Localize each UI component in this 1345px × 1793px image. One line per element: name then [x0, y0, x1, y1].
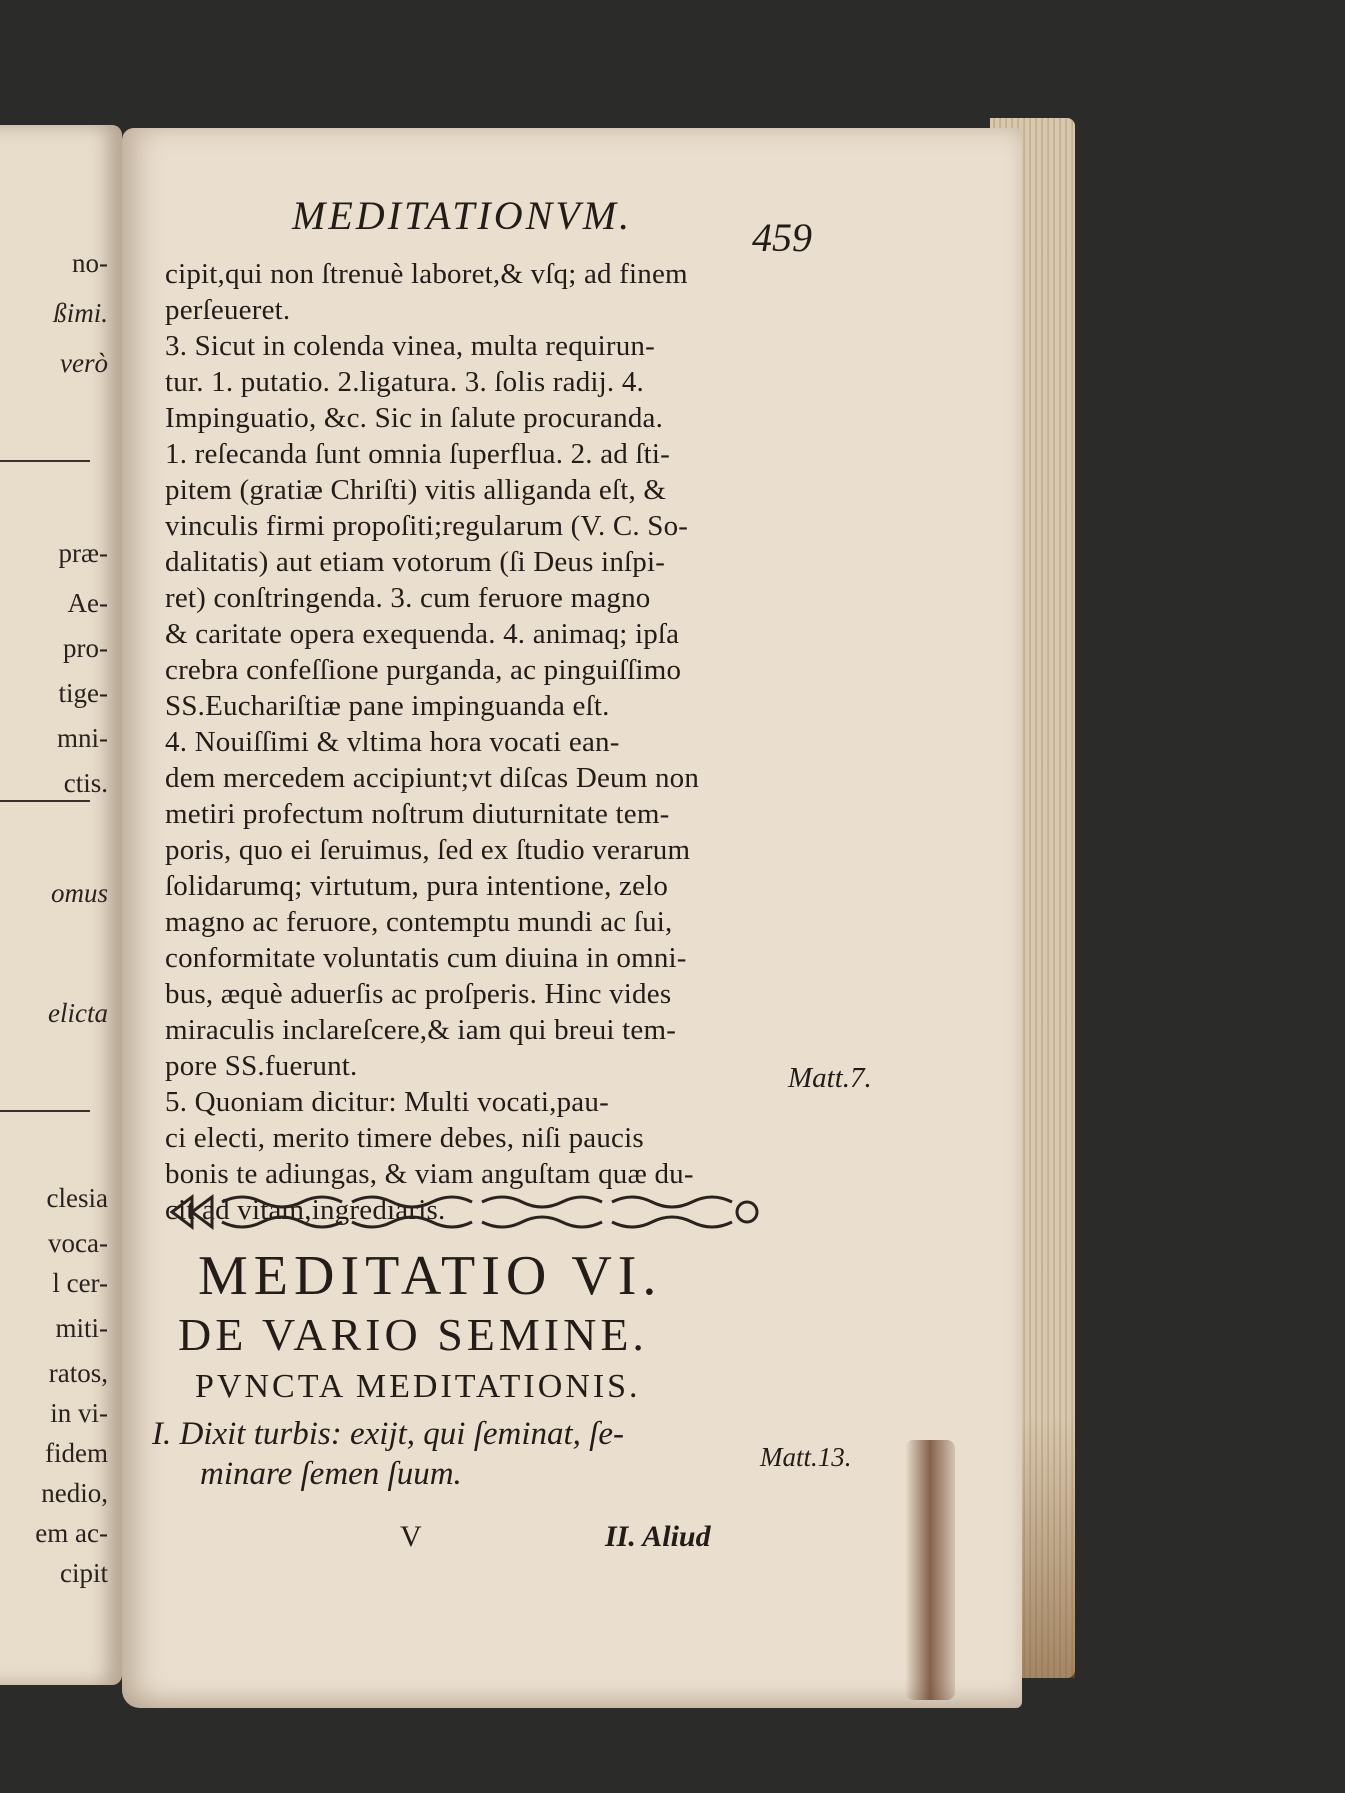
point-line: minare ſemen ſuum. [200, 1456, 462, 1492]
left-page-line: ratos, [48, 1358, 108, 1388]
body-line: & caritate opera exequenda. 4. animaq; ipſa [165, 618, 680, 650]
body-line: poris, quo ei ſeruimus, ſed ex ſtudio verarum [165, 834, 691, 866]
left-page-line: Ae- [67, 588, 108, 618]
body-line: crebra confeſſione purganda, ac pinguiſſimo [165, 654, 682, 686]
left-page-rule [0, 1110, 90, 1112]
left-page-line: in vi- [50, 1398, 108, 1428]
left-page-line: elicta [48, 998, 108, 1028]
catchword: II. Aliud [605, 1520, 711, 1553]
left-page-line: l cer- [52, 1268, 108, 1298]
page-number: 459 [752, 215, 812, 260]
body-line: pitem (gratiæ Chriſti) vitis alliganda eſt, & [165, 474, 667, 506]
body-line: metiri profectum noſtrum diuturnitate tem- [165, 798, 670, 830]
left-page-line: præ- [58, 538, 108, 568]
body-line: ret) conſtringenda. 3. cum feruore magno [165, 582, 651, 614]
signature-mark: V [400, 1520, 422, 1553]
body-line: 3. Sicut in colenda vinea, multa requirun- [165, 330, 655, 362]
left-page-line: pro- [63, 633, 108, 663]
body-line: ci electi, merito timere debes, niſi paucis [165, 1122, 644, 1154]
left-page-line: tige- [58, 678, 108, 708]
left-page-rule [0, 460, 90, 462]
left-page-line: no- [72, 248, 108, 278]
puncta-label: PVNCTA MEDITATIONIS. [195, 1368, 641, 1405]
ornament-band-icon [162, 1192, 762, 1232]
body-line: pore SS.fuerunt. [165, 1050, 358, 1082]
water-stain [905, 1440, 955, 1700]
body-line: bonis te adiungas, & viam anguſtam quæ du- [165, 1158, 694, 1190]
left-page-line: fidem [45, 1438, 108, 1468]
body-line: vinculis firmi propoſiti;regularum (V. C. So- [165, 510, 689, 542]
left-page-line: cipit [60, 1558, 108, 1588]
left-page-line: nedio, [41, 1478, 108, 1508]
body-line: tur. 1. putatio. 2.ligatura. 3. ſolis radij. 4. [165, 366, 644, 398]
left-page-line: omus [50, 878, 108, 908]
body-line: bus, æquè aduerſis ac proſperis. Hinc vides [165, 978, 672, 1010]
body-line: 1. reſecanda ſunt omnia ſuperflua. 2. ad ſti- [165, 438, 671, 470]
left-page-line: voca- [48, 1228, 108, 1258]
section-title: MEDITATIO VI. [198, 1245, 663, 1307]
body-line: magno ac feruore, contemptu mundi ac ſui, [165, 906, 673, 938]
body-line: ſolidarumq; virtutum, pura intentione, zelo [165, 870, 669, 902]
body-line: dem mercedem accipiunt;vt diſcas Deum non [165, 762, 700, 794]
body-line: SS.Euchariſtiæ pane impinguanda eſt. [165, 690, 610, 722]
body-line: Impinguatio, &c. Sic in ſalute procuranda. [165, 402, 664, 434]
running-title: MEDITATIONVM. [292, 193, 633, 238]
body-line: 4. Nouiſſimi & vltima hora vocati ean- [165, 726, 620, 758]
left-page-line: ctis. [63, 768, 108, 798]
body-line: 5. Quoniam dicitur: Multi vocati,pau- [165, 1086, 609, 1118]
body-line: conformitate voluntatis cum diuina in omni- [165, 942, 687, 974]
section-subtitle: DE VARIO SEMINE. [178, 1309, 648, 1360]
point-line: I. Dixit turbis: exijt, qui ſeminat, ſe- [152, 1416, 624, 1452]
margin-reference: Matt.7. [788, 1062, 872, 1094]
body-line: perſeueret. [165, 294, 291, 326]
left-page-line: verò [60, 348, 108, 378]
body-line: dalitatis) aut etiam votorum (ſi Deus inſpi- [165, 546, 666, 578]
left-page-line: mni- [57, 723, 108, 753]
left-page-rule [0, 800, 90, 802]
body-line: cit ad vitam,ingrediaris. [165, 1194, 446, 1226]
left-page-line: miti- [55, 1313, 108, 1343]
left-page-line: em ac- [35, 1518, 108, 1548]
margin-reference: Matt.13. [760, 1442, 852, 1472]
body-line: cipit,qui non ſtrenuè laboret,& vſq; ad finem [165, 258, 688, 290]
left-page-line: ßimi. [53, 298, 108, 328]
left-page-line: clesia [46, 1183, 108, 1213]
body-line: miraculis inclareſcere,& iam qui breui tem- [165, 1014, 677, 1046]
